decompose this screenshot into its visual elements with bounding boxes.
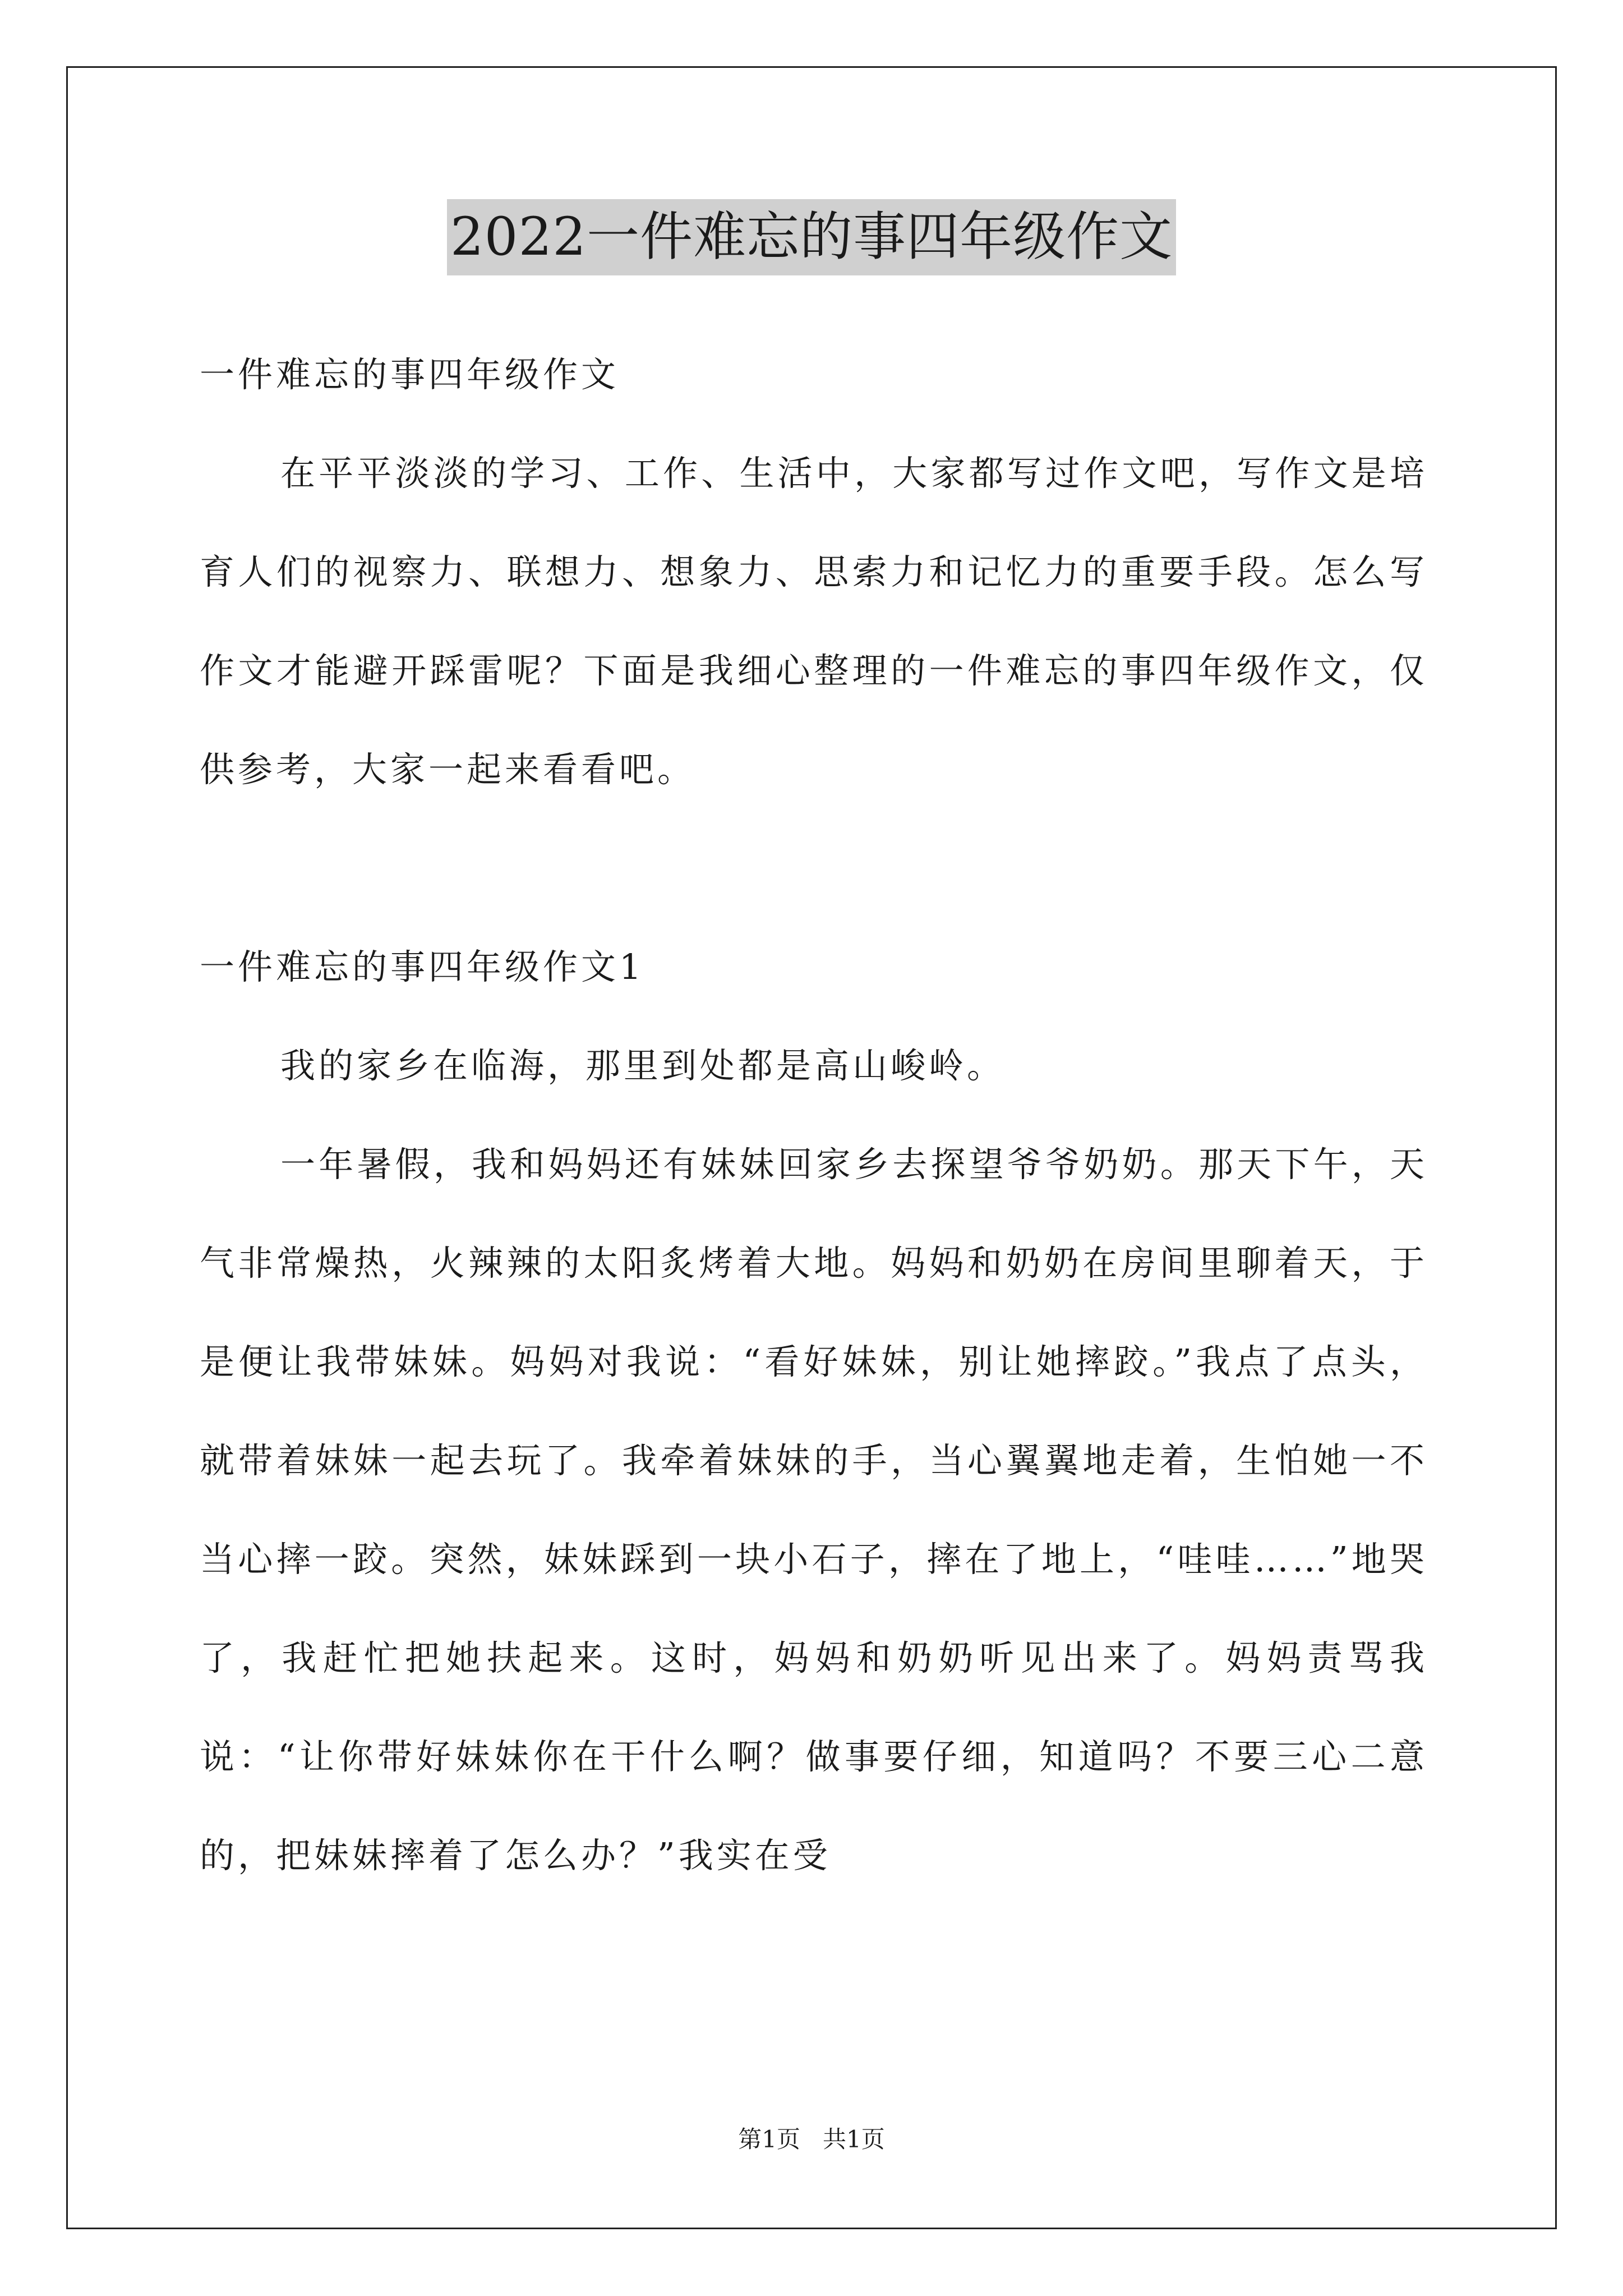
essay-paragraph: 一年暑假，我和妈妈还有妹妹回家乡去探望爷爷奶奶。那天下午，天气非常燥热，火辣辣的太阳炙烤着大地。妈妈和奶奶在房间里聊着天，于是便让我带妹妹。妈妈对我说：“看好妹妹，别让她摔跤。”我点了点头，就带着妹妹一起去玩了。我牵着妹妹的手，当心翼翼地走着，生怕她一不当心摔一跤。突然，妹妹踩到一块小石子，摔在了地上，“哇哇……”地哭了，我赶忙把她扶起来。这时，妈妈和奶奶听见出来了。妈妈责骂我说：“让你带好妹妹你在干什么啊？做事要仔细，知道吗？不要三心二意的，把妹妹摔着了怎么办？”我实在受 [200, 1144, 1428, 1876]
essay-paragraph: 我的家乡在临海，那里到处都是高山峻岭。 [280, 1045, 1006, 1086]
title-container [0, 199, 1623, 275]
spacer [200, 819, 1428, 918]
page-current: 第1页 [738, 2125, 800, 2153]
section-heading: 一件难忘的事四年级作文 [200, 354, 620, 395]
document-title: 2022一件难忘的事四年级作文 [447, 199, 1176, 275]
essay-heading: 一件难忘的事四年级作文1 [200, 946, 645, 987]
page-total: 共1页 [823, 2125, 885, 2153]
page-footer [0, 2123, 1623, 2156]
document-body [200, 325, 1428, 1905]
intro-paragraph: 在平平淡淡的学习、工作、生活中，大家都写过作文吧，写作文是培育人们的视察力、联想力、想象力、思索力和记忆力的重要手段。怎么写作文才能避开踩雷呢？下面是我细心整理的一件难忘的事四年级作文，仅供参考，大家一起来看看吧。 [200, 453, 1428, 790]
